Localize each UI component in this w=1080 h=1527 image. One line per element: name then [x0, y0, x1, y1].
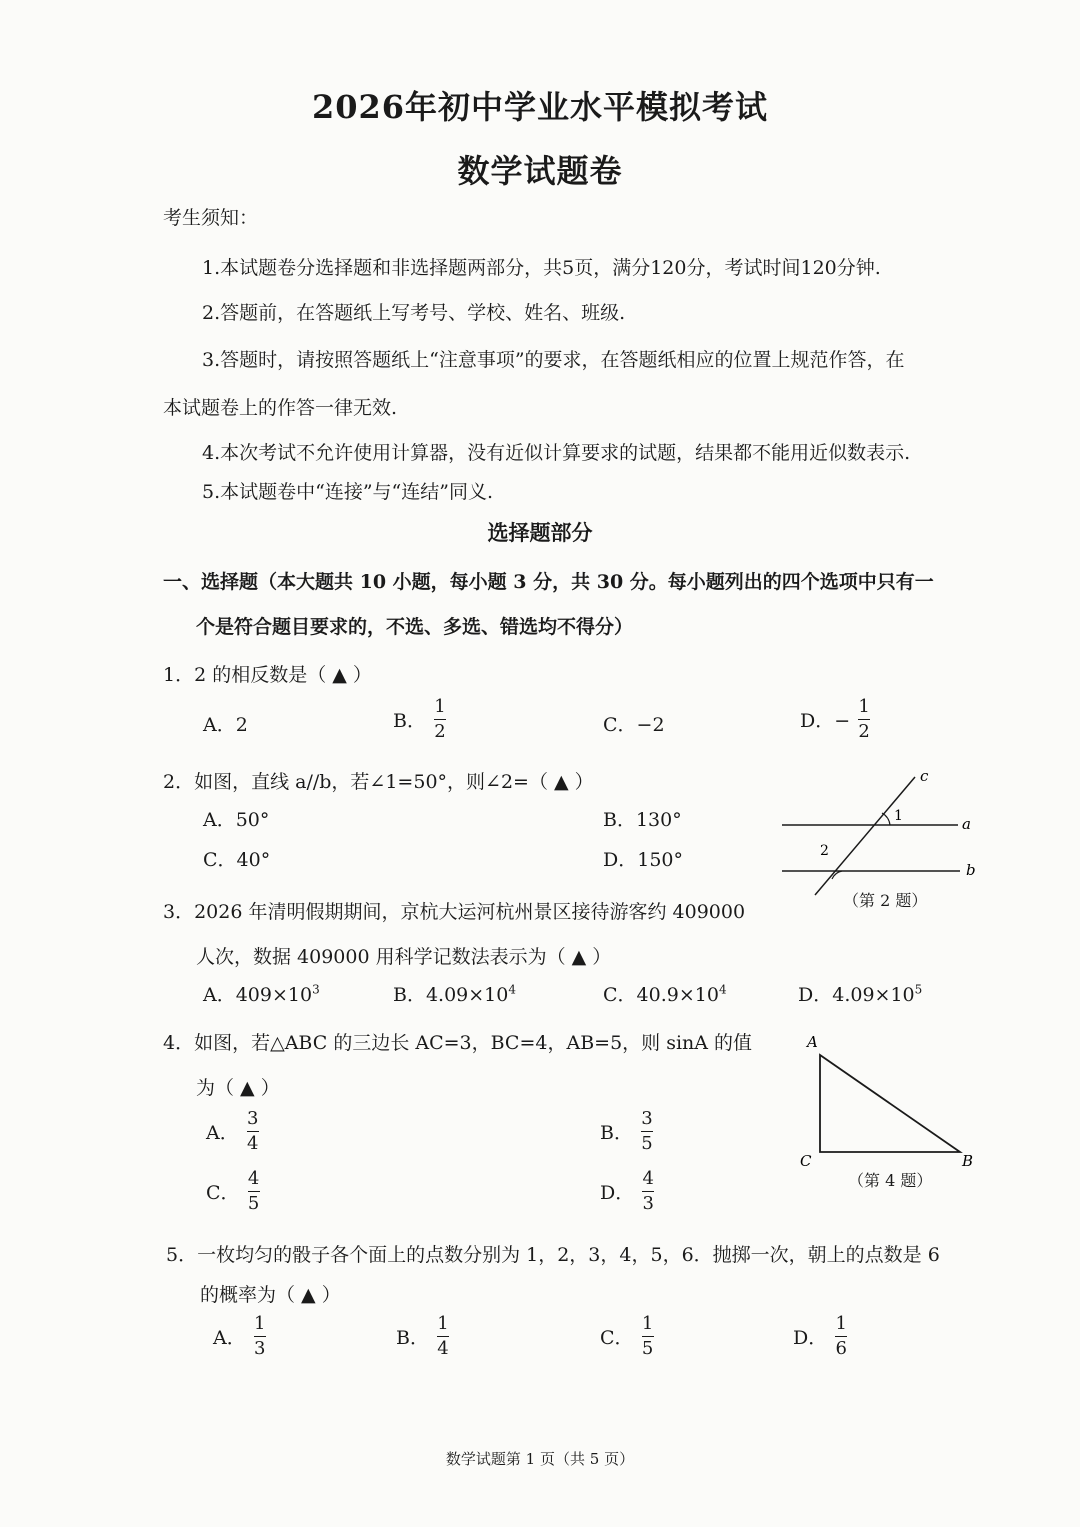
q2-option-a: A．50°: [203, 809, 270, 831]
fraction-denominator: 5: [641, 1133, 653, 1154]
q3-option-a: [203, 980, 320, 1007]
fraction-denominator: 3: [254, 1338, 266, 1359]
q2-option-b: B．130°: [603, 809, 682, 831]
section-title: 选择题部分: [487, 520, 593, 545]
fraction-numerator: 1: [254, 1313, 266, 1334]
q5-option-a: [213, 1315, 266, 1358]
section-instructions-line-2: 个是符合题目要求的，不选、多选、错选均不得分）: [196, 616, 634, 638]
q3-stem-line-2: 人次，数据 409000 用科学记数法表示为（ ▲ ）: [196, 946, 612, 968]
option-exponent: 4: [508, 982, 517, 997]
option-label: A．: [206, 1122, 239, 1144]
q1-option-b: [393, 698, 446, 741]
exam-subtitle: 数学试题卷: [457, 152, 623, 190]
option-exponent: 5: [914, 982, 923, 997]
q1-stem: 1．2 的相反数是（ ▲ ）: [163, 664, 372, 686]
fraction-numerator: 1: [641, 1313, 654, 1334]
q3-option-b: [393, 980, 516, 1007]
option-base: B．4.09×10: [393, 984, 509, 1006]
option-base: C．40.9×10: [603, 984, 719, 1006]
fraction-denominator: 2: [434, 721, 446, 742]
q4-figure-right-triangle: [795, 1030, 985, 1175]
vertex-a-label: A: [807, 1033, 818, 1051]
option-label: D．: [600, 1182, 635, 1204]
q5-stem-line-1: 5．一枚均匀的骰子各个面上的点数分别为 1，2，3，4，5，6．抛掷一次，朝上的点数是 6: [166, 1244, 940, 1266]
fraction-denominator: 6: [835, 1338, 847, 1359]
q4-option-a: [206, 1110, 259, 1153]
exam-title: 2026年初中学业水平模拟考试: [311, 88, 769, 126]
q5-option-d: [793, 1315, 847, 1358]
fraction-denominator: 3: [642, 1193, 654, 1214]
q3-option-c: [603, 980, 727, 1007]
option-base: D．4.09×10: [798, 984, 915, 1006]
fraction-numerator: 1: [858, 696, 870, 717]
q2-option-d: D．150°: [603, 849, 683, 871]
option-label: A．: [213, 1327, 246, 1349]
q4-option-c: [206, 1170, 260, 1213]
q4-stem-line-2: 为（ ▲ ）: [196, 1077, 280, 1099]
vertex-c-label: C: [800, 1152, 812, 1170]
q5-option-c: [600, 1315, 654, 1358]
option-label: B．: [396, 1327, 429, 1349]
label-c: c: [920, 767, 929, 785]
fraction-denominator: 4: [437, 1338, 449, 1359]
notice-item-4: 4.本次考试不允许使用计算器，没有近似计算要求的试题，结果都不能用近似数表示.: [202, 442, 911, 464]
q1-option-b-label: B．: [393, 710, 426, 732]
fraction-denominator: 5: [641, 1338, 654, 1359]
option-fraction: [642, 1170, 654, 1213]
fraction-numerator: 4: [642, 1168, 654, 1189]
option-fraction: [254, 1315, 266, 1358]
q1-option-d-label: D．−: [800, 710, 851, 732]
option-fraction: [641, 1110, 653, 1153]
section-instructions-line-1: 一、选择题（本大题共 10 小题，每小题 3 分，共 30 分。每小题列出的四个选项中只有一: [163, 571, 934, 593]
fraction-denominator: 2: [858, 721, 870, 742]
q1-option-c: C．−2: [603, 714, 665, 736]
option-fraction: [437, 1315, 449, 1358]
option-fraction: [642, 1315, 654, 1358]
option-exponent: 3: [312, 982, 320, 997]
notice-heading: 考生须知：: [163, 207, 259, 229]
q5-stem-line-2: 的概率为（ ▲ ）: [200, 1284, 341, 1306]
option-fraction: [248, 1170, 260, 1213]
notice-item-3: 3.答题时，请按照答题纸上“注意事项”的要求，在答题纸相应的位置上规范作答，在: [202, 349, 905, 371]
q1-option-b-fraction: [434, 698, 446, 741]
notice-item-5: 5.本试题卷中“连接”与“连结”同义.: [202, 481, 494, 503]
option-base: A．409×10: [203, 984, 313, 1006]
q3-option-d: [798, 980, 922, 1007]
option-label: C．: [206, 1182, 240, 1204]
option-label: C．: [600, 1327, 634, 1349]
q2-stem: 2．如图，直线 a//b，若∠1=50°，则∠2=（ ▲ ）: [163, 771, 594, 793]
q4-stem-line-1: 4．如图，若△ABC 的三边长 AC=3，BC=4，AB=5，则 sinA 的值: [163, 1032, 753, 1054]
triangle-abc: [820, 1055, 960, 1152]
q1-option-d-fraction: [858, 698, 870, 741]
option-label: D．: [793, 1327, 828, 1349]
fraction-numerator: 4: [247, 1168, 260, 1189]
transversal-c: [815, 777, 915, 895]
q5-option-b: [396, 1315, 449, 1358]
option-fraction: [835, 1315, 847, 1358]
notice-item-1: 1.本试题卷分选择题和非选择题两部分，共5页，满分120分，考试时间120分钟.: [202, 257, 881, 279]
fraction-numerator: 3: [247, 1108, 259, 1129]
fraction-numerator: 3: [641, 1108, 653, 1129]
option-label: B．: [600, 1122, 633, 1144]
label-angle-2: 2: [820, 843, 829, 859]
q4-figure-caption: （第 4 题）: [848, 1171, 933, 1190]
q3-stem-line-1: 3．2026 年清明假期期间，京杭大运河杭州景区接待游客约 409000: [163, 901, 746, 923]
notice-item-3-cont: 本试题卷上的作答一律无效.: [163, 397, 398, 419]
label-a: a: [962, 815, 971, 833]
option-exponent: 4: [718, 982, 727, 997]
fraction-numerator: 1: [835, 1313, 847, 1334]
vertex-b-label: B: [962, 1152, 974, 1170]
q2-figure-caption: （第 2 题）: [843, 891, 928, 910]
fraction-denominator: 4: [247, 1133, 259, 1154]
fraction-numerator: 1: [434, 696, 446, 717]
q2-option-c: C．40°: [203, 849, 271, 871]
fraction-numerator: 1: [437, 1313, 449, 1334]
fraction-denominator: 5: [247, 1193, 260, 1214]
notice-item-2: 2.答题前，在答题纸上写考号、学校、姓名、班级.: [202, 302, 626, 324]
q1-option-a: A．2: [203, 714, 248, 736]
option-fraction: [247, 1110, 259, 1153]
q4-option-b: [600, 1110, 653, 1153]
label-angle-1: 1: [894, 808, 903, 824]
label-b: b: [966, 861, 976, 879]
q1-option-d: [800, 698, 870, 741]
q4-option-d: [600, 1170, 654, 1213]
page-footer: 数学试题第 1 页（共 5 页）: [445, 1450, 635, 1468]
